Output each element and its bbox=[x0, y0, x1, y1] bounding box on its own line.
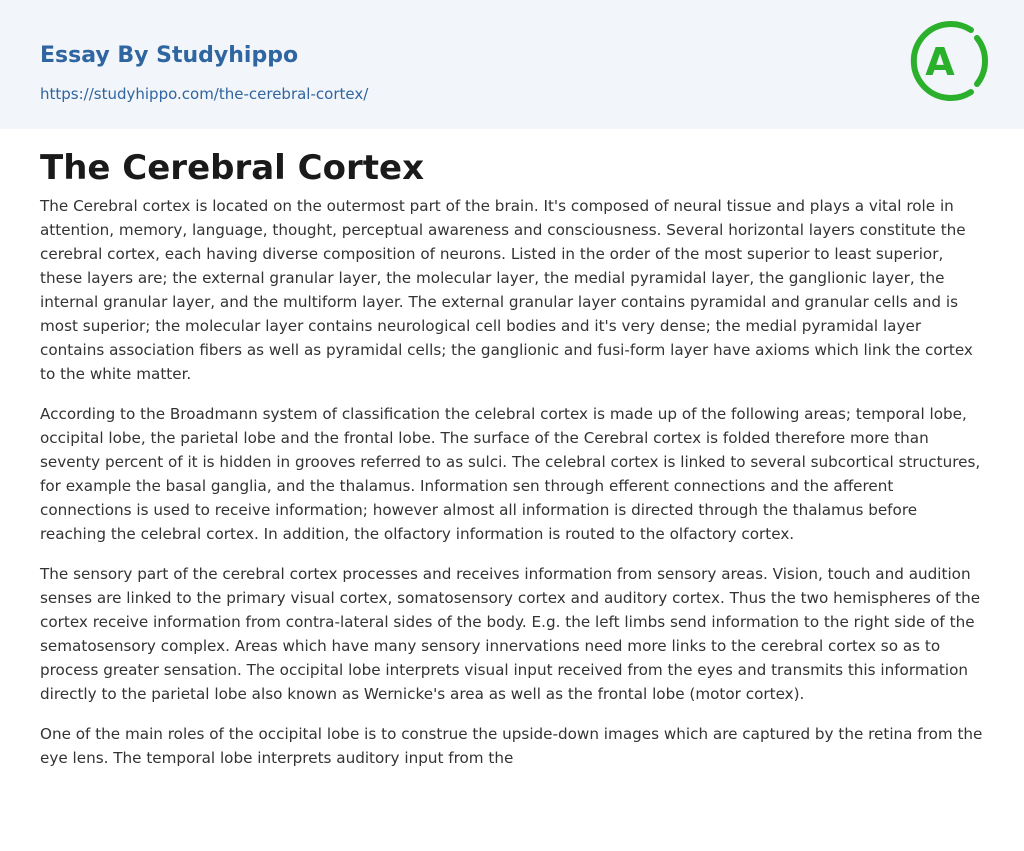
paragraph: One of the main roles of the occipital lobe is to construe the upside-down images which are captured by the retina from the eye lens. The temporal lobe interprets auditory input from the bbox=[40, 725, 983, 767]
source-url-link[interactable]: https://studyhippo.com/the-cerebral-cortex/ bbox=[40, 85, 369, 103]
circle-letter-a-logo-icon[interactable] bbox=[905, 18, 991, 104]
paragraph: The Cerebral cortex is located on the outermost part of the brain. It's composed of neural tissue and plays a vital role in attention, memory, language, thought, perceptual awareness and consciousness. Several horizontal layers constitute the cerebral cortex, each having diverse composition of neurons. Listed in the order of the most superior to least superior, these layers are; the external granular layer, the molecular layer, the medial pyramidal layer, the ganglionic layer, the internal granular layer, and the multiform layer. The external granular layer contains pyramidal and granular cells and is most superior; the molecular layer contains neurological cell bodies and it's very dense; the medial pyramidal layer contains association fibers as well as pyramidal cells; the ganglionic and fusi-form layer have axioms which link the cortex to the white matter. bbox=[40, 197, 973, 383]
paragraph: According to the Broadmann system of classification the celebral cortex is made up of the following areas; temporal lobe, occipital lobe, the parietal lobe and the frontal lobe. The surface of the Cerebral cortex is folded therefore more than seventy percent of it is hidden in grooves referred to as sulci. The celebral cortex is linked to several subcortical structures, for example the basal ganglia, and the thalamus. Information sen through efferent connections and the afferent connections is used to receive information; however almost all information is directed through the thalamus before reaching the celebral cortex. In addition, the olfactory information is routed to the olfactory cortex. bbox=[40, 405, 981, 543]
article-body bbox=[40, 194, 986, 786]
paragraph: The sensory part of the cerebral cortex processes and receives information from sensory areas. Vision, touch and audition senses are linked to the primary visual cortex, somatosensory cortex and auditory cortex. Thus the two hemispheres of the cortex receive information from contra-lateral sides of the body. E.g. the left limbs send information to the right side of the sematosensory complex. Areas which have many sensory innervations need more links to the cerebral cortex so as to process greater sensation. The occipital lobe interprets visual input received from the eyes and transmits this information directly to the parietal lobe also known as Wernicke's area as well as the frontal lobe (motor cortex). bbox=[40, 565, 981, 703]
brand-title[interactable]: Essay By Studyhippo bbox=[40, 43, 299, 68]
logo-letter: A bbox=[925, 40, 955, 84]
page-title: The Cerebral Cortex bbox=[40, 148, 424, 188]
